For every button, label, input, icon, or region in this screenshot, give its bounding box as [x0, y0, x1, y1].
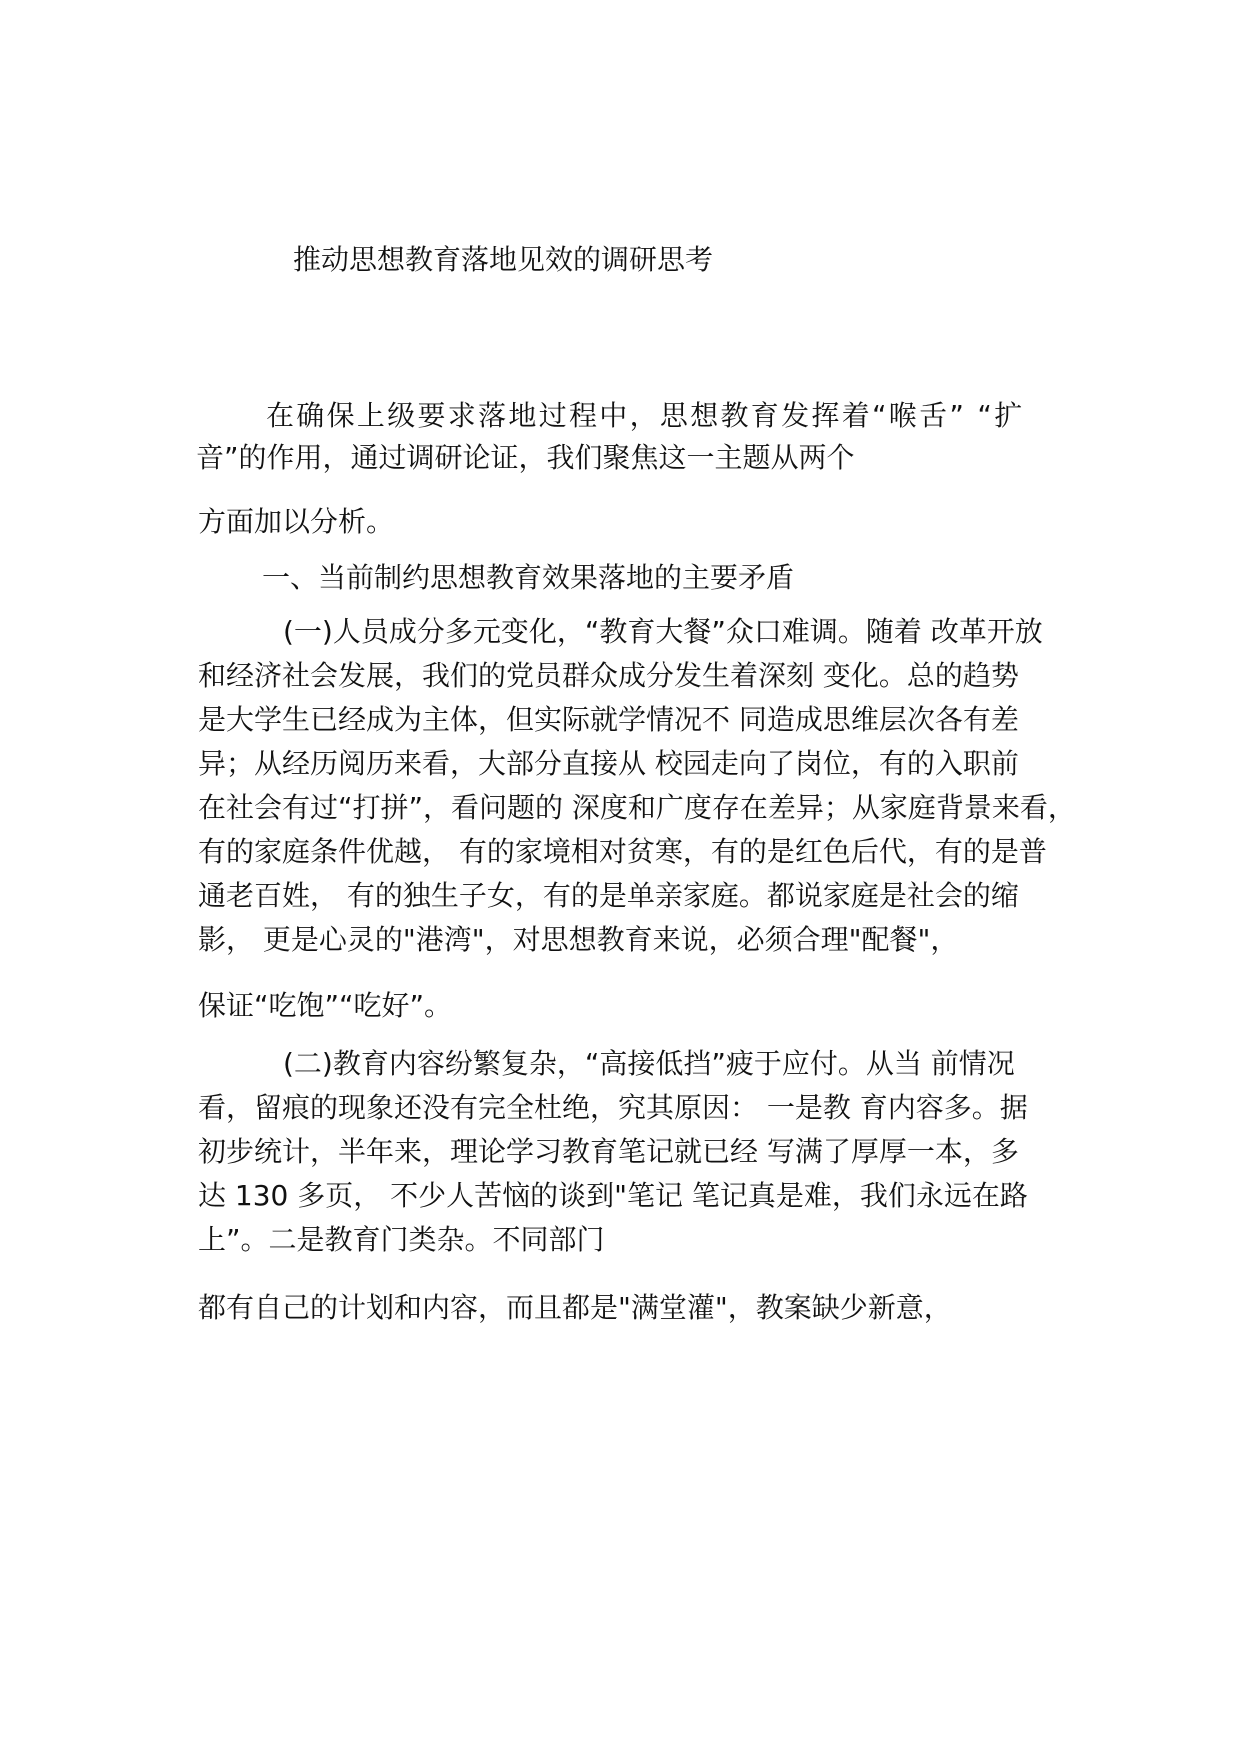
paragraph-line: 是大学生已经成为主体，但实际就学情况不 同造成思维层次各有差: [198, 703, 1019, 736]
paragraph-line: 影， 更是心灵的"港湾"，对思想教育来说，必须合理"配餐"，: [198, 923, 959, 956]
paragraph-line: 通老百姓， 有的独生子女，有的是单亲家庭。都说家庭是社会的缩: [198, 879, 1019, 912]
paragraph-line: 有的家庭条件优越， 有的家境相对贫寒，有的是红色后代，有的是普: [198, 835, 1047, 868]
paragraph-line: 初步统计，半年来，理论学习教育笔记就已经 写满了厚厚一本，多: [198, 1135, 1019, 1168]
paragraph-line: 在社会有过“打拼”，看问题的 深度和广度存在差异；从家庭背景来看，: [198, 791, 1076, 824]
paragraph-line: 方面加以分析。: [198, 505, 395, 538]
paragraph-line: 在确保上级要求落地过程中，思想教育发挥着“喉舌” “扩: [266, 399, 1025, 432]
paragraph-line: 音”的作用，通过调研论证，我们聚焦这一主题从两个: [196, 441, 855, 474]
paragraph-line: 达 130 多页， 不少人苦恼的谈到"笔记 笔记真是难，我们永远在路: [198, 1179, 1028, 1212]
section-heading: 一、当前制约思想教育效果落地的主要矛盾: [262, 561, 795, 594]
paragraph-line: 保证“吃饱”“吃好”。: [198, 989, 453, 1022]
paragraph-line: 上”。二是教育门类杂。不同部门: [198, 1223, 605, 1256]
document-title: 推动思想教育落地见效的调研思考: [293, 243, 714, 276]
paragraph-line: 都有自己的计划和内容，而且都是"满堂灌"，教案缺少新意，: [198, 1291, 952, 1324]
paragraph-line: 和经济社会发展，我们的党员群众成分发生着深刻 变化。总的趋势: [198, 659, 1019, 692]
paragraph-line: (一)人员成分多元变化，“教育大餐”众口难调。随着 改革开放: [283, 615, 1043, 648]
paragraph-line: 异；从经历阅历来看，大部分直接从 校园走向了岗位，有的入职前: [198, 747, 1019, 780]
paragraph-line: (二)教育内容纷繁复杂，“高接低挡”疲于应付。从当 前情况: [283, 1047, 1015, 1080]
paragraph-line: 看，留痕的现象还没有完全杜绝，究其原因： 一是教 育内容多。据: [198, 1091, 1028, 1124]
